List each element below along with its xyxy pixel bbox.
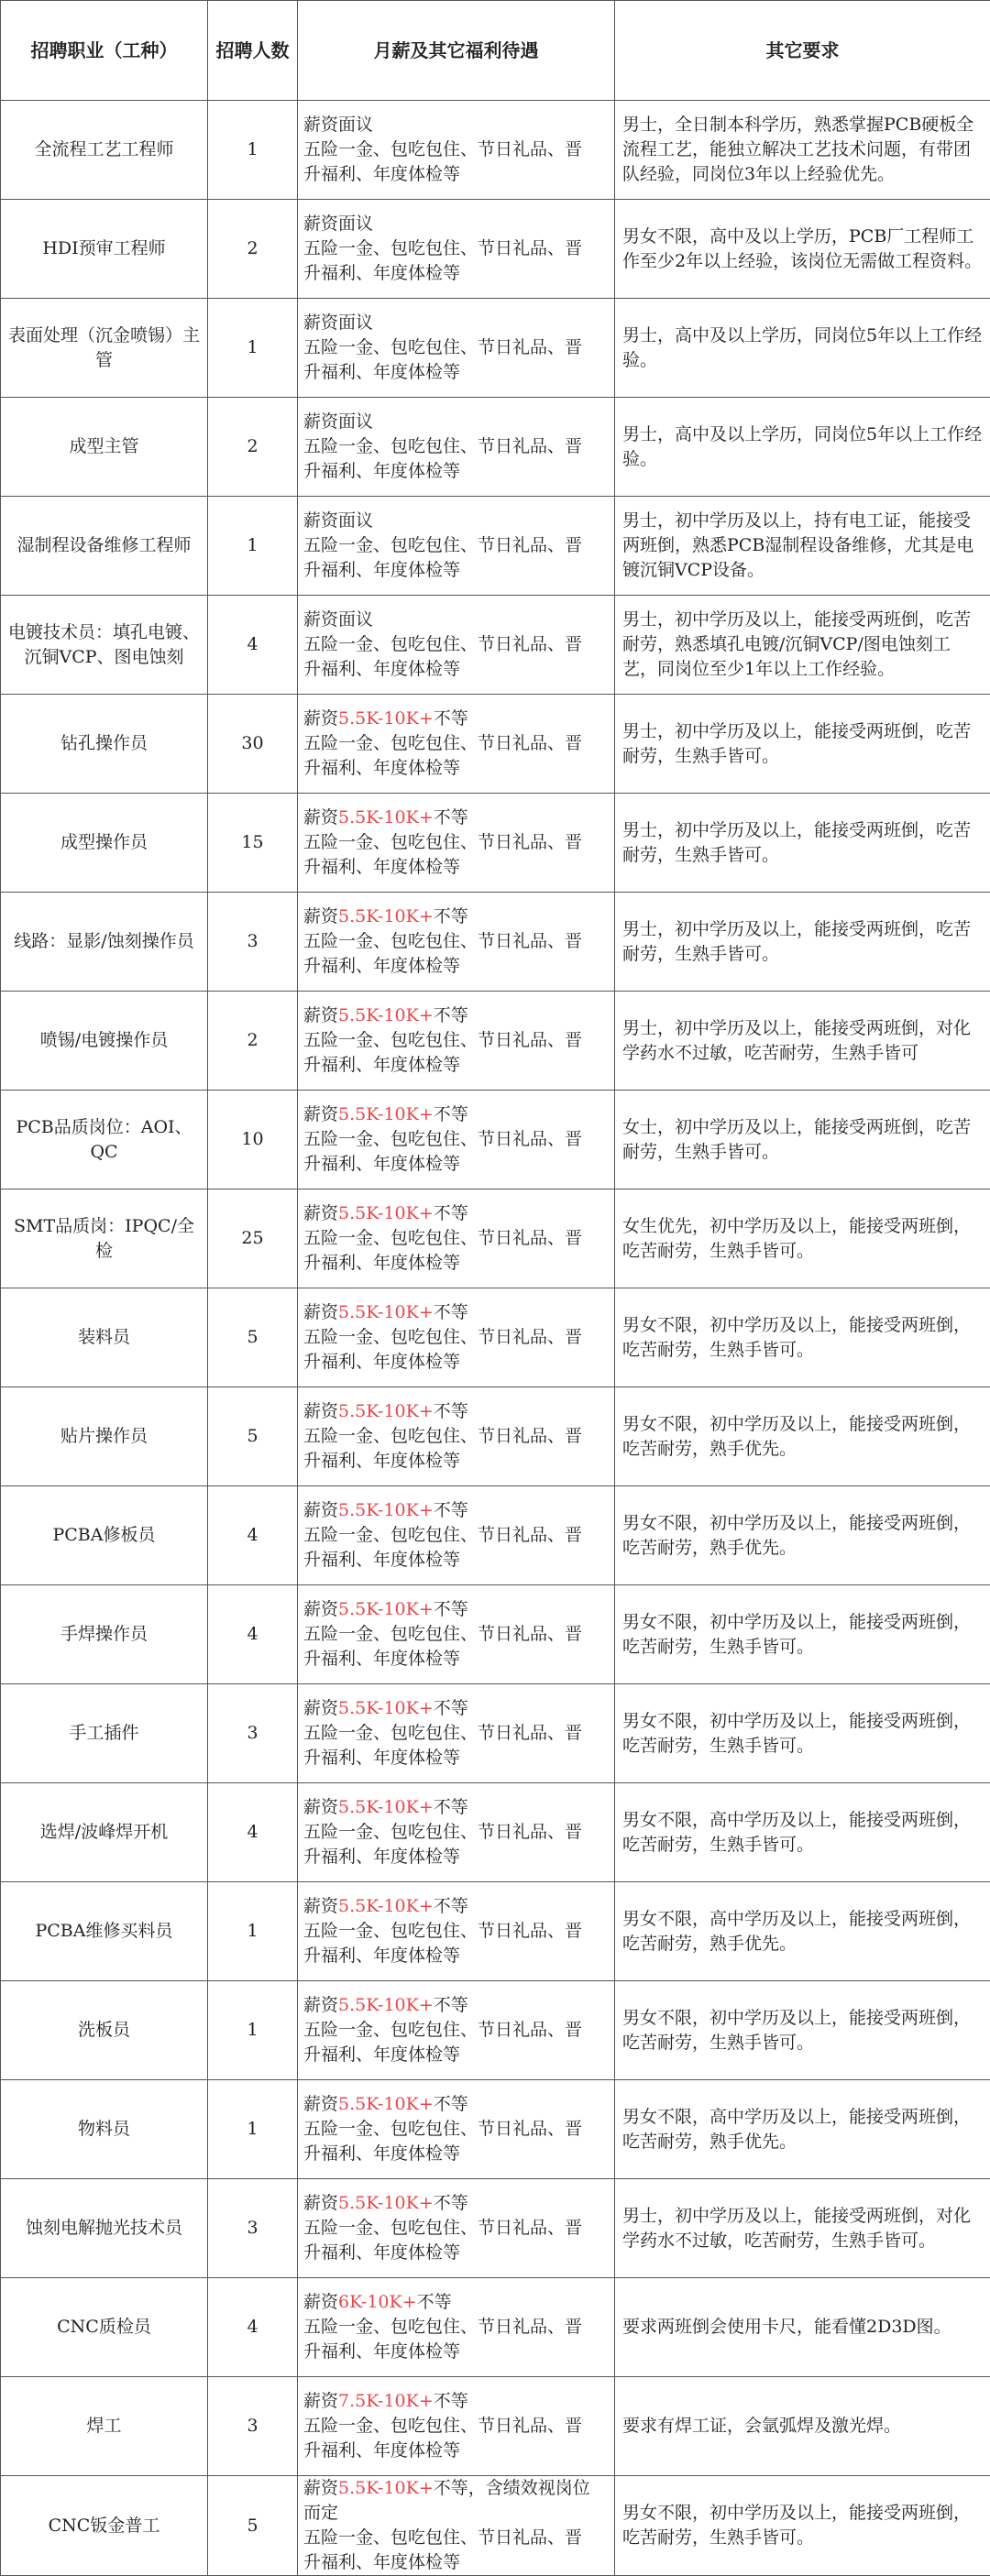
salary-line — [303, 509, 607, 533]
salary-benefits-cell — [298, 1684, 615, 1783]
salary-line — [303, 1201, 607, 1226]
salary-suffix: 不等 — [434, 2094, 468, 2114]
salary-suffix: 不等 — [434, 1203, 468, 1223]
table-row — [1, 893, 990, 992]
table-row — [1, 1882, 990, 1981]
salary-benefits-cell — [298, 2080, 615, 2179]
requirements-text: 男女不限，初中学历及以上，能接受两班倒，吃苦耐劳，生熟手皆可。 — [622, 2006, 983, 2055]
salary-benefits-cell — [298, 200, 615, 299]
benefits-line: 五险一金、包吃包住、节日礼品、晋 — [303, 929, 607, 954]
headcount-cell: 4 — [208, 1486, 298, 1585]
salary-range: 5.5K-10K+ — [338, 1104, 434, 1124]
salary-benefits-cell — [298, 794, 615, 893]
salary-prefix: 薪资 — [303, 1203, 338, 1223]
job-title-cell: 手工插件 — [1, 1684, 208, 1783]
benefits-line: 五险一金、包吃包住、节日礼品、晋 — [303, 2018, 607, 2043]
requirements-cell — [615, 695, 990, 794]
requirements-cell — [615, 1783, 990, 1882]
headcount-cell: 30 — [208, 695, 298, 794]
salary-prefix: 薪资 — [303, 1302, 338, 1322]
salary-line — [303, 1498, 607, 1523]
salary-line — [303, 212, 607, 236]
salary-benefits-cell — [298, 101, 615, 200]
salary-benefits-cell — [298, 1585, 615, 1684]
salary-line — [303, 608, 607, 632]
salary-suffix: 不等 — [434, 708, 468, 729]
headcount-cell: 10 — [208, 1091, 298, 1189]
salary-suffix: 不等 — [434, 807, 468, 828]
headcount-cell: 1 — [208, 101, 298, 200]
requirements-cell — [615, 200, 990, 299]
header-requirements: 其它要求 — [615, 1, 990, 101]
salary-range: 7.5K-10K+ — [338, 2391, 434, 2411]
benefits-line: 升福利、年度体检等 — [303, 855, 607, 880]
requirements-cell — [615, 2179, 990, 2278]
requirements-text: 男女不限，初中学历及以上，能接受两班倒，吃苦耐劳，生熟手皆可。 — [622, 2501, 983, 2550]
requirements-cell — [615, 1585, 990, 1684]
headcount-cell: 15 — [208, 794, 298, 893]
salary-prefix: 薪资 — [303, 1104, 338, 1124]
requirements-cell — [615, 2476, 990, 2576]
salary-line — [303, 1597, 607, 1622]
requirements-text: 男士，初中学历及以上，能接受两班倒，对化学药水不过敏，吃苦耐劳，生熟手皆可 — [622, 1016, 983, 1066]
requirements-text: 男女不限，高中学历及以上，能接受两班倒，吃苦耐劳，熟手优先。 — [622, 1907, 983, 1957]
benefits-line: 五险一金、包吃包住、节日礼品、晋 — [303, 1028, 607, 1053]
job-title-cell: 喷锡/电镀操作员 — [1, 992, 208, 1091]
salary-range: 5.5K-10K+ — [338, 906, 434, 926]
benefits-line: 升福利、年度体检等 — [303, 261, 607, 286]
headcount-cell: 3 — [208, 2179, 298, 2278]
table-row — [1, 1684, 990, 1783]
headcount-cell: 2 — [208, 398, 298, 497]
salary-range: 5.5K-10K+ — [338, 1797, 434, 1817]
salary-prefix: 薪资 — [303, 2478, 338, 2498]
salary-range: 5.5K-10K+ — [338, 2094, 434, 2114]
salary-suffix: 不等 — [434, 2193, 468, 2213]
salary-benefits-cell — [298, 596, 615, 695]
requirements-text: 男女不限，高中及以上学历，PCB厂工程师工作至少2年以上经验，该岗位无需做工程资料。 — [622, 225, 983, 274]
requirements-cell — [615, 1189, 990, 1288]
job-title-cell: 电镀技术员：填孔电镀、沉铜VCP、图电蚀刻 — [1, 596, 208, 695]
requirements-text: 男士，高中及以上学历，同岗位5年以上工作经验。 — [622, 422, 983, 472]
salary-suffix: 不等 — [434, 1500, 468, 1520]
requirements-text: 男士，初中学历及以上，能接受两班倒，吃苦耐劳，熟悉填孔电镀/沉铜VCP/图电蚀刻工艺，同岗位至少1年以上工作经验。 — [622, 608, 983, 682]
salary-line — [303, 1003, 607, 1028]
job-title-cell: HDI预审工程师 — [1, 200, 208, 299]
benefits-line: 升福利、年度体检等 — [303, 1647, 607, 1672]
requirements-cell — [615, 1684, 990, 1783]
job-title-cell: 选焊/波峰焊开机 — [1, 1783, 208, 1882]
benefits-line: 升福利、年度体检等 — [303, 2043, 607, 2067]
requirements-text: 要求两班倒会使用卡尺，能看懂2D3D图。 — [622, 2315, 983, 2340]
benefits-line: 升福利、年度体检等 — [303, 1746, 607, 1770]
benefits-line: 五险一金、包吃包住、节日礼品、晋 — [303, 1622, 607, 1647]
requirements-cell — [615, 1091, 990, 1189]
job-title-cell: CNC钣金普工 — [1, 2476, 208, 2576]
job-title-cell: 蚀刻电解抛光技术员 — [1, 2179, 208, 2278]
salary-range: 5.5K-10K+ — [338, 1302, 434, 1322]
table-row — [1, 2476, 990, 2576]
benefits-line: 升福利、年度体检等 — [303, 2439, 607, 2463]
requirements-text: 男女不限，初中学历及以上，能接受两班倒，吃苦耐劳，生熟手皆可。 — [622, 1709, 983, 1759]
table-row — [1, 1288, 990, 1387]
table-row — [1, 299, 990, 398]
salary-suffix: 不等 — [434, 1995, 468, 2015]
table-row — [1, 1486, 990, 1585]
salary-prefix: 薪资面议 — [303, 510, 373, 531]
headcount-cell: 2 — [208, 200, 298, 299]
benefits-line: 五险一金、包吃包住、节日礼品、晋 — [303, 2117, 607, 2142]
salary-suffix: 不等 — [434, 1401, 468, 1421]
salary-benefits-cell — [298, 992, 615, 1091]
salary-suffix: 不等 — [434, 1896, 468, 1916]
salary-benefits-cell — [298, 1091, 615, 1189]
headcount-cell: 1 — [208, 2080, 298, 2179]
salary-prefix: 薪资 — [303, 1401, 338, 1421]
job-title-cell: 成型操作员 — [1, 794, 208, 893]
table-row — [1, 695, 990, 794]
salary-line — [303, 707, 607, 731]
salary-prefix: 薪资 — [303, 1797, 338, 1817]
job-title-cell: PCBA维修买料员 — [1, 1882, 208, 1981]
salary-benefits-cell — [298, 1288, 615, 1387]
requirements-text: 男士，初中学历及以上，持有电工证，能接受两班倒，熟悉PCB湿制程设备维修，尤其是电镀沉铜VCP设备。 — [622, 509, 983, 583]
requirements-cell — [615, 2278, 990, 2377]
table-row — [1, 1981, 990, 2080]
table-body — [1, 101, 990, 2576]
header-headcount: 招聘人数 — [208, 1, 298, 101]
requirements-cell — [615, 1486, 990, 1585]
headcount-cell: 1 — [208, 1981, 298, 2080]
job-title-cell: 物料员 — [1, 2080, 208, 2179]
salary-benefits-cell — [298, 2179, 615, 2278]
job-title-cell: PCB品质岗位：AOI、QC — [1, 1091, 208, 1189]
salary-line — [303, 1399, 607, 1424]
benefits-line: 升福利、年度体检等 — [303, 2340, 607, 2364]
salary-prefix: 薪资 — [303, 1005, 338, 1025]
salary-range: 5.5K-10K+ — [338, 1005, 434, 1025]
benefits-line: 五险一金、包吃包住、节日礼品、晋 — [303, 1523, 607, 1548]
benefits-line: 升福利、年度体检等 — [303, 2241, 607, 2265]
requirements-text: 男女不限，高中学历及以上，能接受两班倒，吃苦耐劳，熟手优先。 — [622, 2105, 983, 2154]
salary-line — [303, 1102, 607, 1127]
salary-range: 5.5K-10K+ — [338, 1500, 434, 1520]
table-header-row — [1, 1, 990, 101]
job-title-cell: 全流程工艺工程师 — [1, 101, 208, 200]
salary-line — [303, 410, 607, 434]
requirements-text: 男士，全日制本科学历，熟悉掌握PCB硬板全流程工艺，能独立解决工艺技术问题，有带团队经验，同岗位3年以上经验优先。 — [622, 113, 983, 187]
headcount-cell: 25 — [208, 1189, 298, 1288]
headcount-cell: 3 — [208, 893, 298, 992]
salary-benefits-cell — [298, 2476, 615, 2576]
benefits-line: 升福利、年度体检等 — [303, 954, 607, 979]
benefits-line: 五险一金、包吃包住、节日礼品、晋 — [303, 1820, 607, 1845]
salary-range: 5.5K-10K+ — [338, 1203, 434, 1223]
salary-range: 5.5K-10K+ — [338, 708, 434, 729]
requirements-cell — [615, 1981, 990, 2080]
header-job-title: 招聘职业（工种） — [1, 1, 208, 101]
salary-suffix: 不等，含绩效视岗位而定 — [303, 2478, 590, 2523]
headcount-cell: 5 — [208, 2476, 298, 2576]
requirements-text: 男士，初中学历及以上，能接受两班倒，吃苦耐劳，生熟手皆可。 — [622, 818, 983, 868]
job-title-cell: 贴片操作员 — [1, 1387, 208, 1486]
salary-prefix: 薪资面议 — [303, 115, 373, 135]
requirements-text: 男士，高中及以上学历，同岗位5年以上工作经验。 — [622, 323, 983, 373]
headcount-cell: 1 — [208, 497, 298, 596]
salary-range: 5.5K-10K+ — [338, 807, 434, 828]
benefits-line: 五险一金、包吃包住、节日礼品、晋 — [303, 731, 607, 756]
salary-line — [303, 113, 607, 137]
salary-prefix: 薪资 — [303, 807, 338, 828]
salary-suffix: 不等 — [434, 1104, 468, 1124]
benefits-line: 升福利、年度体检等 — [303, 162, 607, 187]
table-row — [1, 992, 990, 1091]
benefits-line: 升福利、年度体检等 — [303, 1251, 607, 1276]
salary-line — [303, 2290, 607, 2315]
requirements-cell — [615, 1387, 990, 1486]
salary-range: 5.5K-10K+ — [338, 2478, 434, 2498]
job-title-cell: 成型主管 — [1, 398, 208, 497]
requirements-cell — [615, 992, 990, 1091]
benefits-line: 升福利、年度体检等 — [303, 1152, 607, 1177]
benefits-line: 五险一金、包吃包住、节日礼品、晋 — [303, 1919, 607, 1944]
salary-prefix: 薪资 — [303, 1698, 338, 1718]
salary-line — [303, 2476, 607, 2526]
header-salary-benefits: 月薪及其它福利待遇 — [298, 1, 615, 101]
salary-range: 5.5K-10K+ — [338, 1896, 434, 1916]
benefits-line: 五险一金、包吃包住、节日礼品、晋 — [303, 2414, 607, 2439]
requirements-text: 男女不限，初中学历及以上，能接受两班倒，吃苦耐劳，生熟手皆可。 — [622, 1610, 983, 1660]
salary-prefix: 薪资面议 — [303, 609, 373, 630]
job-title-cell: SMT品质岗：IPQC/全检 — [1, 1189, 208, 1288]
salary-line — [303, 1993, 607, 2018]
salary-benefits-cell — [298, 299, 615, 398]
salary-prefix: 薪资 — [303, 2391, 338, 2411]
salary-range: 5.5K-10K+ — [338, 1401, 434, 1421]
salary-suffix: 不等 — [434, 1005, 468, 1025]
requirements-cell — [615, 497, 990, 596]
job-title-cell: 手焊操作员 — [1, 1585, 208, 1684]
salary-line — [303, 1300, 607, 1325]
salary-range: 5.5K-10K+ — [338, 1599, 434, 1619]
requirements-text: 男士，初中学历及以上，能接受两班倒，对化学药水不过敏，吃苦耐劳，生熟手皆可。 — [622, 2204, 983, 2253]
job-title-cell: 洗板员 — [1, 1981, 208, 2080]
salary-line — [303, 1696, 607, 1721]
requirements-text: 男女不限，高中学历及以上，能接受两班倒，吃苦耐劳，生熟手皆可。 — [622, 1808, 983, 1858]
salary-suffix: 不等 — [434, 906, 468, 926]
salary-prefix: 薪资 — [303, 2193, 338, 2213]
salary-suffix: 不等 — [434, 2391, 468, 2411]
salary-line — [303, 1795, 607, 1820]
headcount-cell: 5 — [208, 1288, 298, 1387]
benefits-line: 五险一金、包吃包住、节日礼品、晋 — [303, 1226, 607, 1251]
salary-benefits-cell — [298, 1189, 615, 1288]
benefits-line: 升福利、年度体检等 — [303, 1053, 607, 1078]
headcount-cell: 1 — [208, 299, 298, 398]
salary-benefits-cell — [298, 2278, 615, 2377]
salary-benefits-cell — [298, 398, 615, 497]
requirements-cell — [615, 2377, 990, 2476]
salary-line — [303, 1894, 607, 1919]
table-row — [1, 101, 990, 200]
salary-suffix: 不等 — [434, 1599, 468, 1619]
headcount-cell: 4 — [208, 1585, 298, 1684]
salary-benefits-cell — [298, 893, 615, 992]
salary-benefits-cell — [298, 1783, 615, 1882]
job-title-cell: 装料员 — [1, 1288, 208, 1387]
salary-line — [303, 904, 607, 929]
requirements-cell — [615, 2080, 990, 2179]
requirements-text: 男士，初中学历及以上，能接受两班倒，吃苦耐劳，生熟手皆可。 — [622, 719, 983, 769]
requirements-cell — [615, 1288, 990, 1387]
benefits-line: 升福利、年度体检等 — [303, 2142, 607, 2166]
job-title-cell: PCBA修板员 — [1, 1486, 208, 1585]
table-row — [1, 2080, 990, 2179]
salary-range: 5.5K-10K+ — [338, 1995, 434, 2015]
benefits-line: 升福利、年度体检等 — [303, 1350, 607, 1375]
salary-suffix: 不等 — [434, 1797, 468, 1817]
salary-benefits-cell — [298, 2377, 615, 2476]
table-row — [1, 596, 990, 695]
benefits-line: 五险一金、包吃包住、节日礼品、晋 — [303, 632, 607, 657]
requirements-text: 男女不限，初中学历及以上，能接受两班倒，吃苦耐劳，熟手优先。 — [622, 1511, 983, 1561]
salary-line — [303, 2191, 607, 2216]
salary-benefits-cell — [298, 1387, 615, 1486]
headcount-cell: 5 — [208, 1387, 298, 1486]
benefits-line: 五险一金、包吃包住、节日礼品、晋 — [303, 830, 607, 855]
table-row — [1, 1091, 990, 1189]
salary-prefix: 薪资面议 — [303, 214, 373, 234]
table-row — [1, 1783, 990, 1882]
headcount-cell: 2 — [208, 992, 298, 1091]
salary-line — [303, 311, 607, 335]
requirements-text: 要求有焊工证，会氩弧焊及激光焊。 — [622, 2414, 983, 2439]
salary-range: 5.5K-10K+ — [338, 2193, 434, 2213]
salary-range: 5.5K-10K+ — [338, 1698, 434, 1718]
benefits-line: 五险一金、包吃包住、节日礼品、晋 — [303, 1721, 607, 1746]
salary-prefix: 薪资面议 — [303, 411, 373, 432]
salary-prefix: 薪资 — [303, 906, 338, 926]
salary-line — [303, 2389, 607, 2414]
job-title-cell: 线路：显影/蚀刻操作员 — [1, 893, 208, 992]
job-title-cell: 表面处理（沉金喷锡）主管 — [1, 299, 208, 398]
benefits-line: 五险一金、包吃包住、节日礼品、晋 — [303, 1424, 607, 1449]
salary-line — [303, 806, 607, 830]
benefits-line: 升福利、年度体检等 — [303, 1449, 607, 1474]
requirements-text: 女生优先，初中学历及以上，能接受两班倒，吃苦耐劳，生熟手皆可。 — [622, 1214, 983, 1264]
salary-prefix: 薪资 — [303, 708, 338, 729]
job-title-cell: 钻孔操作员 — [1, 695, 208, 794]
salary-prefix: 薪资 — [303, 2292, 338, 2312]
salary-suffix: 不等 — [417, 2292, 452, 2312]
salary-line — [303, 2092, 607, 2117]
job-title-cell: 焊工 — [1, 2377, 208, 2476]
benefits-line: 五险一金、包吃包住、节日礼品、晋 — [303, 137, 607, 162]
table-row — [1, 1585, 990, 1684]
benefits-line: 五险一金、包吃包住、节日礼品、晋 — [303, 2315, 607, 2340]
benefits-line: 五险一金、包吃包住、节日礼品、晋 — [303, 1127, 607, 1152]
headcount-cell: 1 — [208, 1882, 298, 1981]
salary-suffix: 不等 — [434, 1302, 468, 1322]
table-row — [1, 1387, 990, 1486]
salary-benefits-cell — [298, 695, 615, 794]
table-row — [1, 1189, 990, 1288]
requirements-cell — [615, 596, 990, 695]
requirements-cell — [615, 101, 990, 200]
requirements-cell — [615, 299, 990, 398]
requirements-cell — [615, 1882, 990, 1981]
salary-benefits-cell — [298, 1981, 615, 2080]
requirements-text: 女士，初中学历及以上，能接受两班倒，吃苦耐劳，生熟手皆可。 — [622, 1115, 983, 1165]
salary-prefix: 薪资 — [303, 2094, 338, 2114]
job-title-cell: 湿制程设备维修工程师 — [1, 497, 208, 596]
headcount-cell: 4 — [208, 1783, 298, 1882]
salary-range: 6K-10K+ — [338, 2292, 417, 2312]
benefits-line: 升福利、年度体检等 — [303, 657, 607, 682]
headcount-cell: 3 — [208, 1684, 298, 1783]
salary-prefix: 薪资 — [303, 1599, 338, 1619]
salary-prefix: 薪资面议 — [303, 312, 373, 333]
table-row — [1, 2278, 990, 2377]
benefits-line: 升福利、年度体检等 — [303, 1944, 607, 1968]
benefits-line: 升福利、年度体检等 — [303, 1548, 607, 1573]
benefits-line: 五险一金、包吃包住、节日礼品、晋 — [303, 434, 607, 459]
benefits-line: 五险一金、包吃包住、节日礼品、晋 — [303, 236, 607, 261]
benefits-line: 五险一金、包吃包住、节日礼品、晋 — [303, 1325, 607, 1350]
table-row — [1, 497, 990, 596]
table-row — [1, 200, 990, 299]
salary-prefix: 薪资 — [303, 1995, 338, 2015]
salary-prefix: 薪资 — [303, 1500, 338, 1520]
salary-benefits-cell — [298, 497, 615, 596]
requirements-text: 男士，初中学历及以上，能接受两班倒，吃苦耐劳，生熟手皆可。 — [622, 917, 983, 967]
requirements-cell — [615, 794, 990, 893]
benefits-line: 五险一金、包吃包住、节日礼品、晋 — [303, 335, 607, 360]
benefits-line: 升福利、年度体检等 — [303, 558, 607, 583]
benefits-line: 升福利、年度体检等 — [303, 1845, 607, 1869]
requirements-cell — [615, 398, 990, 497]
requirements-cell — [615, 893, 990, 992]
benefits-line: 升福利、年度体检等 — [303, 2550, 607, 2575]
requirements-text: 男女不限，初中学历及以上，能接受两班倒，吃苦耐劳，生熟手皆可。 — [622, 1313, 983, 1363]
table-row — [1, 2179, 990, 2278]
headcount-cell: 4 — [208, 2278, 298, 2377]
job-title-cell: CNC质检员 — [1, 2278, 208, 2377]
benefits-line: 五险一金、包吃包住、节日礼品、晋 — [303, 2216, 607, 2241]
headcount-cell: 3 — [208, 2377, 298, 2476]
table-row — [1, 398, 990, 497]
table-row — [1, 794, 990, 893]
salary-benefits-cell — [298, 1486, 615, 1585]
benefits-line: 五险一金、包吃包住、节日礼品、晋 — [303, 2526, 607, 2550]
benefits-line: 升福利、年度体检等 — [303, 756, 607, 781]
headcount-cell: 4 — [208, 596, 298, 695]
salary-prefix: 薪资 — [303, 1896, 338, 1916]
benefits-line: 升福利、年度体检等 — [303, 459, 607, 484]
salary-suffix: 不等 — [434, 1698, 468, 1718]
table-row — [1, 2377, 990, 2476]
salary-benefits-cell — [298, 1882, 615, 1981]
benefits-line: 升福利、年度体检等 — [303, 360, 607, 385]
requirements-text: 男女不限，初中学历及以上，能接受两班倒，吃苦耐劳，熟手优先。 — [622, 1412, 983, 1462]
benefits-line: 五险一金、包吃包住、节日礼品、晋 — [303, 533, 607, 558]
